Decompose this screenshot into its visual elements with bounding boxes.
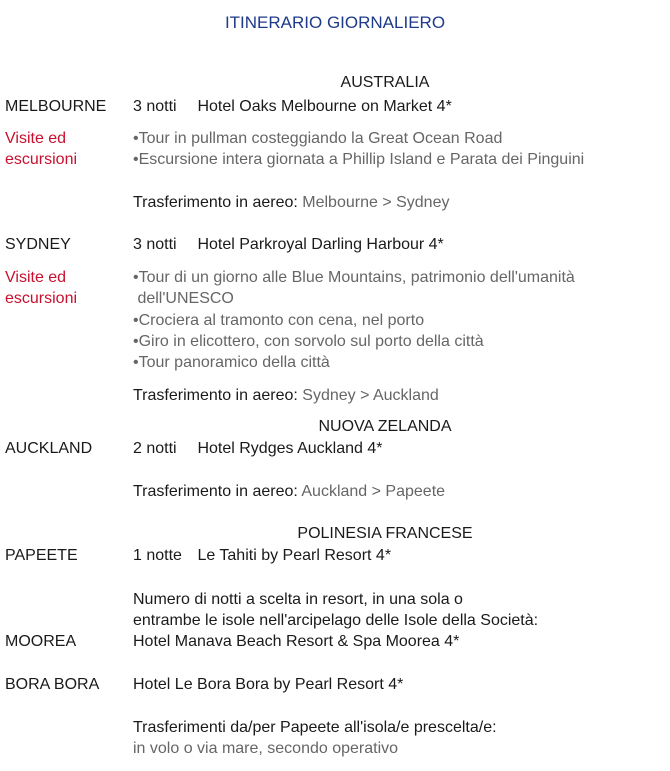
city-moorea: MOOREA — [5, 633, 77, 650]
city-auckland: AUCKLAND — [5, 440, 93, 457]
auckland-nights: 2 notti — [133, 440, 177, 457]
moorea-hotel: Hotel Manava Beach Resort & Spa Moorea 4* — [133, 633, 460, 650]
sydney-visits-label: Visite ed — [5, 269, 67, 286]
sydney-hotel: Hotel Parkroyal Darling Harbour 4* — [197, 236, 444, 253]
melbourne-transfer — [133, 192, 449, 213]
auckland-stay — [133, 438, 382, 459]
final-transfer-detail: in volo o via mare, secondo operativo — [133, 740, 399, 757]
melbourne-stay — [133, 96, 452, 117]
sydney-activity: dell'UNESCO — [133, 290, 234, 307]
auckland-transfer — [133, 481, 445, 502]
transfer-route: Sydney > Auckland — [302, 387, 439, 404]
country-heading-nuova-zelanda: NUOVA ZELANDA — [318, 418, 452, 435]
city-melbourne: MELBOURNE — [5, 98, 107, 115]
transfer-label: Trasferimento in aereo: — [133, 483, 298, 500]
papeete-stay — [133, 545, 391, 566]
sydney-transfer — [133, 385, 439, 406]
transfer-label: Trasferimento in aereo: — [133, 194, 298, 211]
melbourne-activity: •Tour in pullman costeggiando la Great Ocean Road — [133, 130, 503, 147]
melbourne-hotel: Hotel Oaks Melbourne on Market 4* — [197, 98, 452, 115]
bora-bora-hotel: Hotel Le Bora Bora by Pearl Resort 4* — [133, 676, 404, 693]
melbourne-activity: •Escursione intera giornata a Phillip Island e Parata dei Pinguini — [133, 151, 585, 168]
city-papeete: PAPEETE — [5, 547, 78, 564]
sydney-stay — [133, 234, 444, 255]
sydney-activity: •Tour di un giorno alle Blue Mountains, patrimonio dell'umanità — [133, 269, 575, 286]
sydney-visits-label-2: escursioni — [5, 290, 78, 307]
melbourne-visits-label: Visite ed — [5, 130, 67, 147]
city-bora-bora: BORA BORA — [5, 676, 100, 693]
transfer-label: Trasferimento in aereo: — [133, 387, 298, 404]
sydney-activity: •Tour panoramico della città — [133, 354, 330, 371]
sydney-activity: •Crociera al tramonto con cena, nel porto — [133, 312, 425, 329]
city-sydney: SYDNEY — [5, 236, 71, 253]
resort-note: Numero di notti a scelta in resort, in una sola o — [133, 591, 463, 608]
country-heading-polinesia-francese: POLINESIA FRANCESE — [297, 525, 473, 542]
page-title: ITINERARIO GIORNALIERO — [224, 13, 446, 32]
transfer-route: Auckland > Papeete — [301, 483, 446, 500]
final-transfer: Trasferimenti da/per Papeete all'isola/e prescelta/e: — [133, 719, 497, 736]
sydney-activity: •Giro in elicottero, con sorvolo sul porto della città — [133, 333, 484, 350]
transfer-route: Melbourne > Sydney — [302, 194, 450, 211]
melbourne-visits-label-2: escursioni — [5, 151, 78, 168]
papeete-hotel: Le Tahiti by Pearl Resort 4* — [197, 547, 392, 564]
resort-note-2: entrambe le isole nell'arcipelago delle Isole della Società: — [133, 612, 539, 629]
melbourne-nights: 3 notti — [133, 98, 177, 115]
auckland-hotel: Hotel Rydges Auckland 4* — [197, 440, 383, 457]
country-heading-australia: AUSTRALIA — [340, 74, 430, 91]
papeete-nights: 1 notte — [133, 547, 182, 564]
sydney-nights: 3 notti — [133, 236, 177, 253]
